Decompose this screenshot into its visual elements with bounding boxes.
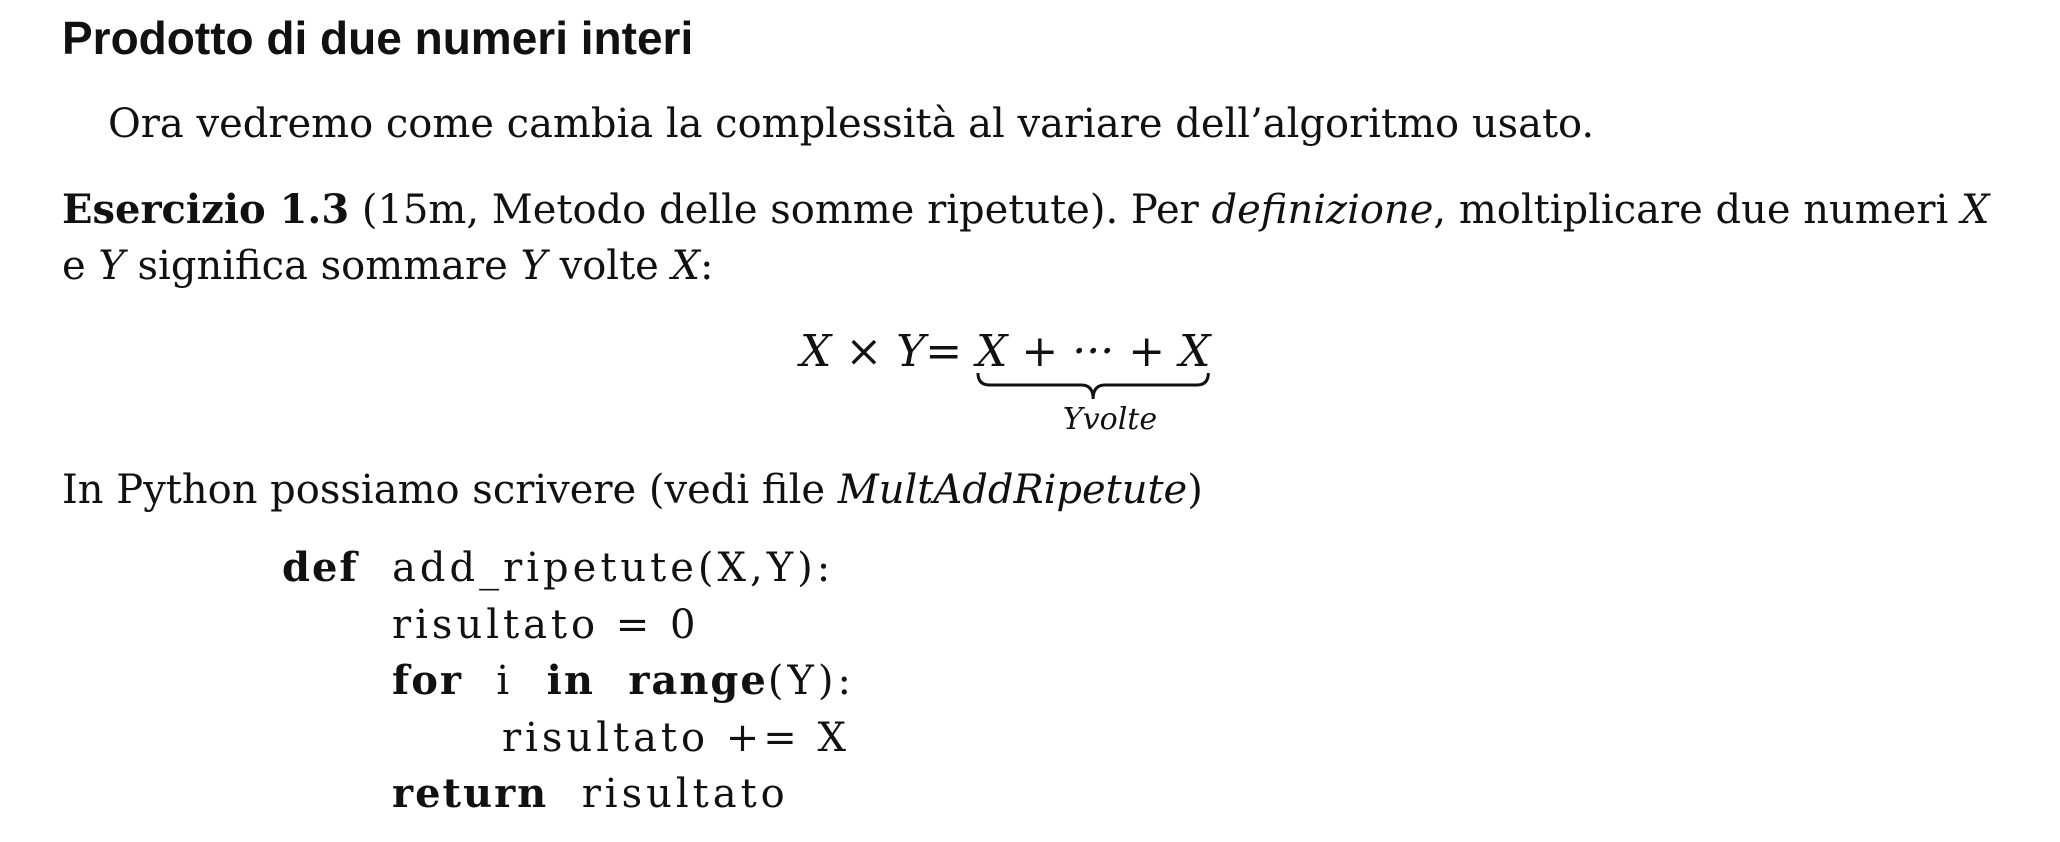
range-argument: (Y): bbox=[767, 658, 855, 704]
variable-x: X bbox=[1960, 187, 1990, 233]
keyword-return: return bbox=[392, 770, 549, 817]
exercise-text-3: e bbox=[62, 243, 86, 289]
code-line-def bbox=[282, 540, 855, 597]
equation-lhs-x: X bbox=[800, 326, 832, 377]
python-intro bbox=[62, 464, 1203, 516]
underbrace-group bbox=[976, 325, 1210, 379]
underbrace-label: Yvolte bbox=[1062, 402, 1158, 437]
file-name: MultAddRipetute bbox=[837, 467, 1188, 513]
variable-y: Y bbox=[98, 243, 125, 289]
equation-sum: X + ··· + X bbox=[976, 326, 1211, 377]
intro-paragraph: Ora vedremo come cambia la complessità al variare dell’algoritmo usato. bbox=[108, 101, 1595, 147]
exercise-text-5: volte bbox=[559, 243, 659, 289]
code-line-init bbox=[282, 597, 855, 654]
exercise-label: Esercizio 1.3 bbox=[62, 186, 350, 233]
code-line-return bbox=[282, 766, 855, 823]
keyword-range: range bbox=[628, 657, 768, 704]
definition-word: definizione bbox=[1211, 187, 1434, 233]
equation-lhs-y: Y bbox=[896, 326, 926, 377]
keyword-for: for bbox=[392, 657, 463, 704]
variable-x: X bbox=[671, 243, 701, 289]
code-line-for bbox=[282, 653, 855, 710]
code-block bbox=[282, 540, 855, 823]
exercise-text-4: significa sommare bbox=[137, 243, 508, 289]
code-line-accumulate bbox=[282, 710, 855, 767]
keyword-in: in bbox=[546, 657, 595, 704]
equation-times: × bbox=[845, 326, 883, 377]
section-title: Prodotto di due numeri interi bbox=[62, 12, 694, 64]
python-close-paren: ) bbox=[1187, 467, 1203, 513]
python-intro-text: In Python possiamo scrivere (vedi file bbox=[62, 467, 826, 513]
exercise-meta: (15m, Metodo delle somme ripetute). bbox=[361, 187, 1119, 233]
exercise-line-2 bbox=[62, 238, 1962, 294]
underbrace-icon bbox=[976, 371, 1210, 401]
exercise-text-2: , moltiplicare due numeri bbox=[1433, 187, 1949, 233]
product-equation bbox=[800, 325, 1210, 379]
accumulate-statement: risultato += X bbox=[502, 714, 851, 761]
exercise-colon: : bbox=[700, 243, 714, 289]
variable-y: Y bbox=[520, 243, 547, 289]
keyword-def: def bbox=[282, 544, 359, 591]
init-statement: risultato = 0 bbox=[392, 601, 700, 648]
loop-variable: i bbox=[496, 658, 514, 704]
equation-equals: = bbox=[925, 326, 963, 377]
exercise-line-1 bbox=[62, 182, 1990, 238]
exercise-text-1: Per bbox=[1130, 187, 1199, 233]
function-signature: add_ripetute(X,Y): bbox=[392, 545, 835, 591]
return-value: risultato bbox=[581, 771, 789, 817]
exercise-statement bbox=[62, 182, 1990, 294]
